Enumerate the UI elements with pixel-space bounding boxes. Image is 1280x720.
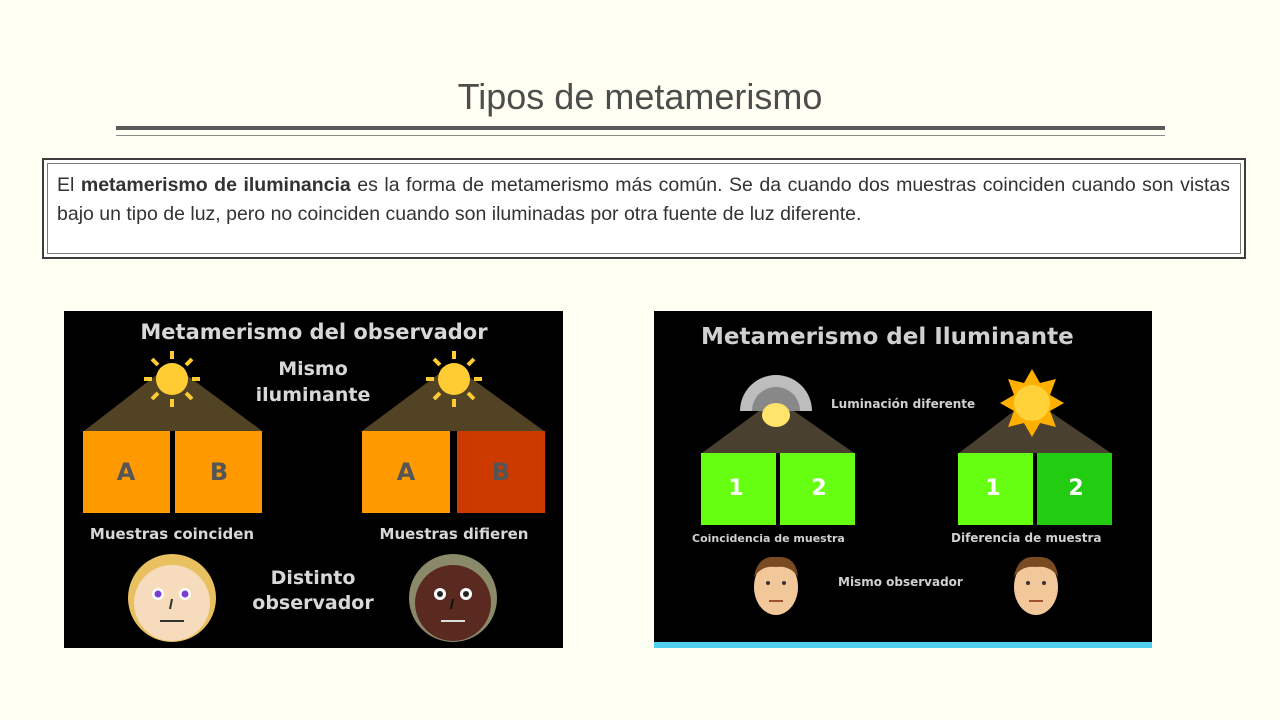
observer-image-title: Metamerismo del observador — [140, 320, 488, 344]
man-face-icon — [754, 557, 798, 615]
definition-text — [47, 163, 1241, 254]
dark-face-icon — [409, 554, 497, 642]
different-observer-label: Distinto — [270, 567, 356, 589]
sample-match-caption: Coincidencia de muestra — [692, 532, 845, 545]
illuminant-metamerism-image — [654, 311, 1152, 648]
light-face-icon — [128, 554, 216, 642]
definition-prefix: El — [57, 174, 81, 196]
illuminant-image-title: Metamerismo del Iluminante — [701, 324, 1074, 350]
same-observer-label: Mismo observador — [838, 575, 963, 589]
same-illuminant-label: iluminante — [255, 384, 371, 406]
sample-label: 1 — [985, 476, 1001, 501]
samples-match-caption: Muestras coinciden — [89, 525, 255, 543]
observer-metamerism-image — [64, 311, 563, 648]
definition-term: metamerismo de iluminancia — [80, 174, 351, 196]
sample-label: A — [116, 458, 136, 486]
title-divider — [116, 126, 1165, 130]
accent-bar — [654, 642, 1152, 648]
sample-label: 2 — [1068, 476, 1084, 501]
sample-label: 1 — [728, 476, 744, 501]
different-observer-label: observador — [252, 592, 374, 614]
different-light-label: Luminación diferente — [831, 397, 976, 411]
sample-label: B — [209, 458, 229, 486]
sample-differ-caption: Diferencia de muestra — [951, 531, 1102, 545]
man-face-icon — [1014, 557, 1058, 615]
sample-label: 2 — [811, 476, 827, 501]
sample-label: B — [491, 458, 511, 486]
definition-body: es la forma de metamerismo más común. Se da cuando dos muestras coinciden cuando son vistas bajo un tipo de luz, pero no coinciden cuando son iluminadas por otra fuente de luz diferente. — [57, 174, 1230, 225]
definition-box — [42, 158, 1246, 259]
slide-title: Tipos de metamerismo — [457, 76, 823, 117]
samples-differ-caption: Muestras difieren — [379, 525, 529, 543]
same-illuminant-label: Mismo — [278, 358, 348, 380]
title-divider-thin — [116, 135, 1165, 136]
sample-label: A — [396, 458, 416, 486]
